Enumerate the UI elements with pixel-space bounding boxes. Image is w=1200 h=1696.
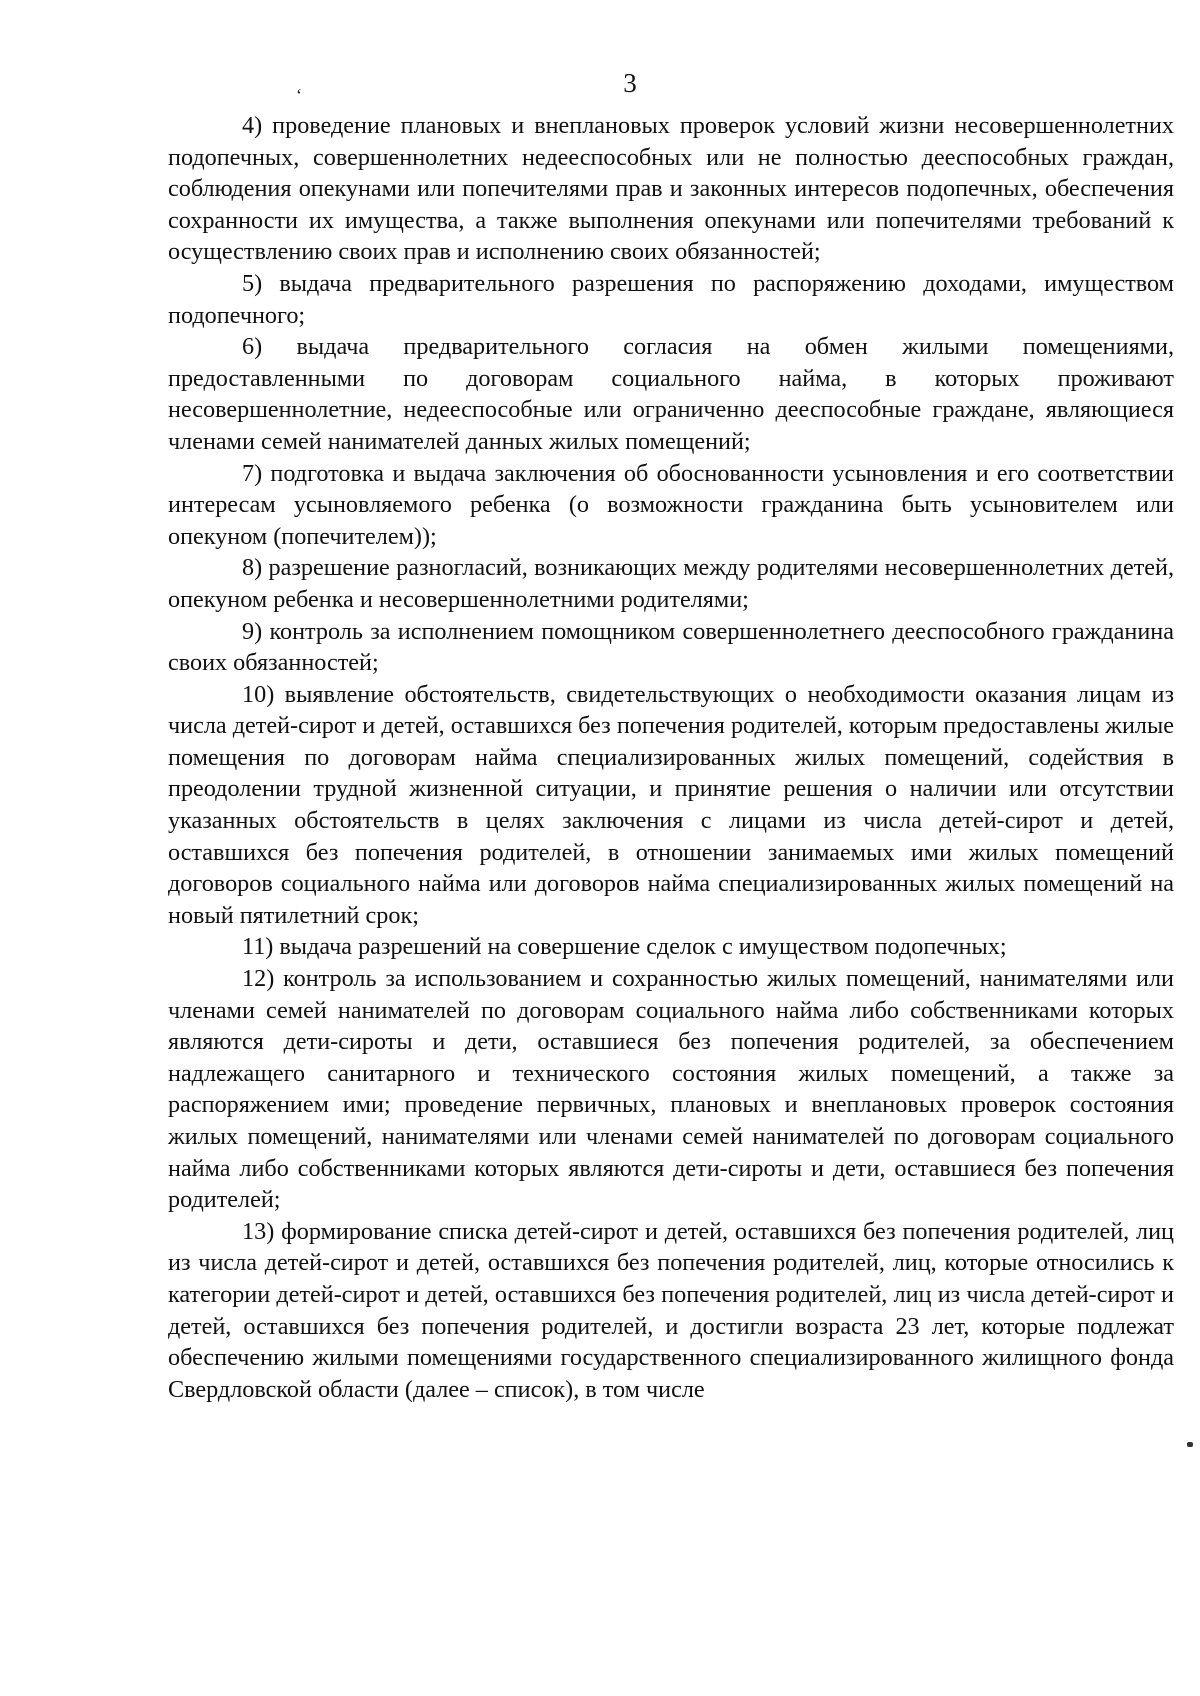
list-item-4: 4) проведение плановых и внеплановых проверок условий жизни несовершеннолетних подопечных, совершеннолетних недееспособных или не полностью дееспособных граждан, соблюдения опекунами или попечителями прав и законных интересов подопечных, обеспечения сохранности их имущества, а также выполнения опекунами или попечителями требований к осуществлению своих прав и исполнению своих обязанностей; [168,112,1174,266]
list-item-7: 7) подготовка и выдача заключения об обоснованности усыновления и его соответствии интересам усыновляемого ребенка (о возможности гражданина быть усыновителем или опекуном (попечителем)); [168,459,1174,550]
document-body [168,110,1174,1405]
list-item-5: 5) выдача предварительного разрешения по распоряжению доходами, имуществом подопечного; [168,269,1174,329]
list-item-12: 12) контроль за использованием и сохранностью жилых помещений, нанимателями или членами семей нанимателей по договорам социального найма либо собственниками которых являются дети-сироты и дети, оставшиеся без попечения родителей, за обеспечением надлежащего санитарного и технического состояния жилых помещений, а также за распоряжением ими; проведение первичных, плановых и внеплановых проверок состояния жилых помещений, нанимателями или членами семей нанимателей по договорам социального найма либо собственниками которых являются дети-сироты и дети, оставшиеся без попечения родителей; [168,965,1174,1214]
list-item-8: 8) разрешение разногласий, возникающих между родителями несовершеннолетних детей, опекуном ребенка и несовершеннолетними родителями; [168,554,1174,613]
page-number: 3 [623,68,637,98]
scan-artifact-dot [1187,1442,1193,1447]
list-item-6: 6) выдача предварительного согласия на обмен жилыми помещениями, предоставленными по договорам социального найма, в которых проживают несовершеннолетние, недееспособные или ограниченно дееспособные граждане, являющиеся членами семей нанимателей данных жилых помещений; [168,333,1174,455]
list-item-9: 9) контроль за исполнением помощником совершеннолетнего дееспособного гражданина своих обязанностей; [168,617,1174,677]
list-item-11: 11) выдача разрешений на совершение сделок с имуществом подопечных; [242,933,1007,961]
scan-artifact-mark: ʻ [296,85,302,105]
list-item-10: 10) выявление обстоятельств, свидетельствующих о необходимости оказания лицам из числа детей-сирот и детей, оставшихся без попечения родителей, которым предоставлены жилые помещения по договорам найма специализированных жилых помещений, содействия в преодолении трудной жизненной ситуации, и принятие решения о наличии или отсутствии указанных обстоятельств в целях заключения с лицами из числа детей-сирот и детей, оставшихся без попечения родителей, в отношении занимаемых ими жилых помещений договоров социального найма или договоров найма специализированных жилых помещений на новый пятилетний срок; [168,680,1174,929]
list-item-13: 13) формирование списка детей-сирот и детей, оставшихся без попечения родителей, лиц из числа детей-сирот и детей, оставшихся без попечения родителей, лиц, которые относились к категории детей-сирот и детей, оставшихся без попечения родителей, лиц из числа детей-сирот и детей, оставшихся без попечения родителей, и достигли возраста 23 лет, которые подлежат обеспечению жилыми помещениями государственного специализированного жилищного фонда Свердловской области (далее – список), в том числе [168,1217,1174,1403]
